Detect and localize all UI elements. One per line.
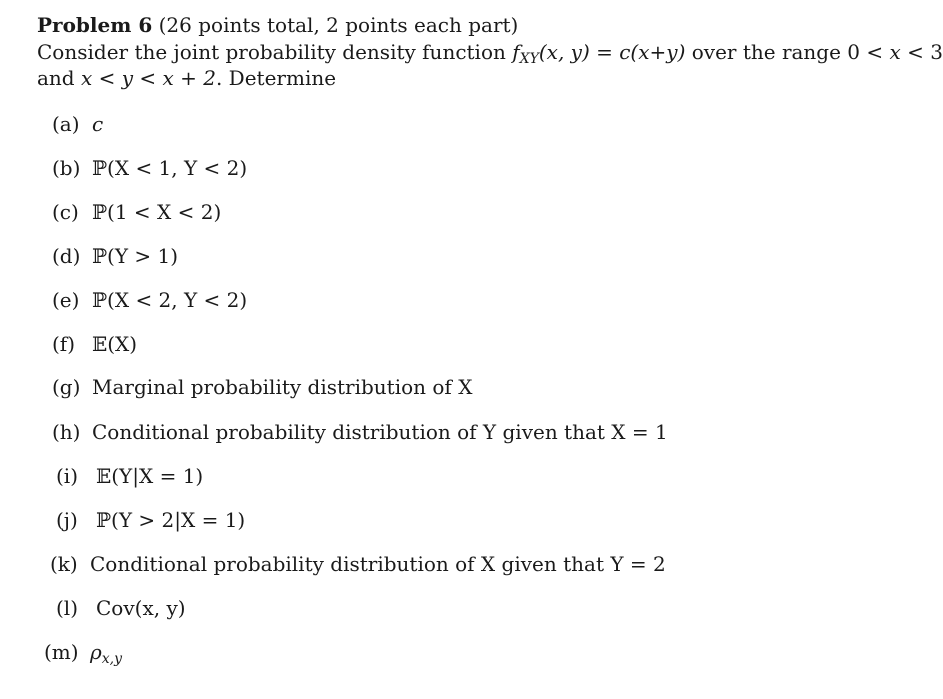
part-label: (b)	[52, 156, 81, 180]
part-subscript: x,y	[101, 651, 123, 667]
part-label: (f)	[52, 332, 76, 356]
part-text: ρ	[90, 640, 102, 664]
intro-determine: . Determine	[215, 66, 337, 90]
intro-line-2	[37, 65, 336, 91]
part-text: ℙ(X < 2, Y < 2)	[92, 288, 248, 312]
part-e	[52, 287, 247, 313]
part-text: 𝔼(X)	[92, 332, 138, 356]
part-text: Conditional probability distribution of X given that Y = 2	[90, 552, 666, 576]
pdf-expression: (x, y) = c(x+y)	[538, 40, 686, 64]
part-d	[52, 243, 178, 269]
part-label: (k)	[50, 552, 78, 576]
part-label: (a)	[52, 112, 80, 136]
part-text: ℙ(X < 1, Y < 2)	[92, 156, 248, 180]
intro-range-text: over the range 0 <	[685, 40, 890, 64]
part-label: (d)	[52, 244, 81, 268]
part-j	[56, 507, 245, 533]
part-label: (e)	[52, 288, 80, 312]
part-label: (h)	[52, 420, 81, 444]
part-i	[56, 463, 203, 489]
part-m	[44, 639, 122, 672]
part-c	[52, 199, 221, 225]
pdf-symbol: f	[512, 40, 520, 64]
part-text: Conditional probability distribution of Y given that X = 1	[92, 420, 668, 444]
problem-heading	[37, 12, 518, 38]
problem-title: Problem 6	[37, 13, 153, 37]
part-label: (m)	[44, 640, 79, 664]
pdf-subscript: XY	[519, 51, 539, 67]
part-k	[50, 551, 666, 577]
part-text: Marginal probability distribution of X	[92, 375, 473, 399]
part-g	[52, 374, 472, 400]
part-text: ℙ(Y > 2|X = 1)	[96, 508, 246, 532]
part-text: c	[92, 112, 104, 136]
part-text: ℙ(1 < X < 2)	[92, 200, 222, 224]
problem-points: (26 points total, 2 points each part)	[158, 13, 519, 37]
range-condition: x < y < x + 2	[80, 66, 216, 90]
intro-text-2: and	[37, 66, 81, 90]
part-label: (g)	[52, 375, 81, 399]
part-a	[52, 111, 103, 137]
part-h	[52, 419, 668, 445]
part-text: 𝔼(Y|X = 1)	[96, 464, 204, 488]
part-label: (l)	[56, 596, 79, 620]
range-variable: x	[889, 40, 901, 64]
part-l	[56, 595, 186, 621]
intro-text: Consider the joint probability density function	[37, 40, 513, 64]
part-b	[52, 155, 247, 181]
part-f	[52, 331, 137, 357]
part-label: (j)	[56, 508, 78, 532]
part-text: Cov(x, y)	[96, 596, 186, 620]
part-label: (c)	[52, 200, 79, 224]
part-text: ℙ(Y > 1)	[92, 244, 179, 268]
range-upper: < 3	[900, 40, 943, 64]
part-label: (i)	[56, 464, 79, 488]
